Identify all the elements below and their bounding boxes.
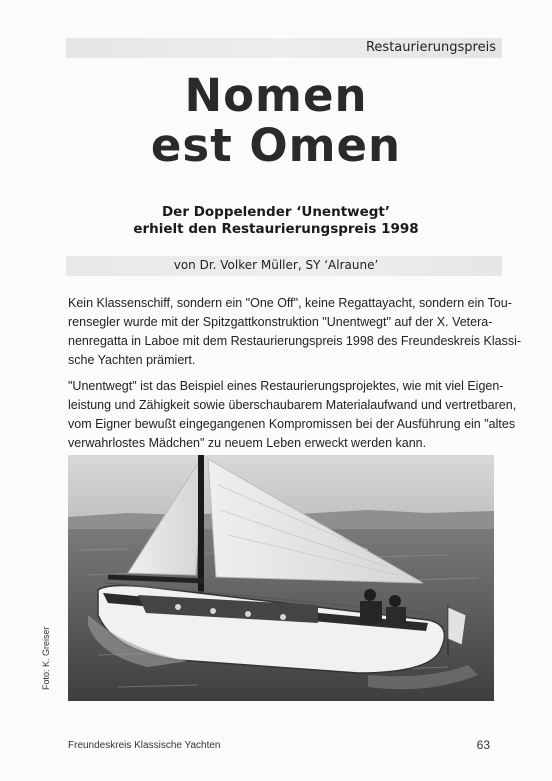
paragraph-2-line-1: "Unentwegt" ist das Beispiel eines Restaurierungsprojektes, wie mit viel Eigen- xyxy=(68,379,504,393)
headline-line-1: Nomen xyxy=(184,69,368,122)
footer-publication: Freundeskreis Klassische Yachten xyxy=(68,740,221,751)
headline-line-2: est Omen xyxy=(150,119,402,172)
paragraph-1-line-2: rensegler wurde mit der Spitzgattkonstruktion "Unentwegt" auf der X. Vetera- xyxy=(68,315,493,329)
page-number: 63 xyxy=(476,738,490,752)
paragraph-2-line-3: vom Eigner bewußt eingegangenen Kompromissen bei der Ausführung ein "altes xyxy=(68,417,516,431)
byline: von Dr. Volker Müller, SY ‘Alraune’ xyxy=(173,258,379,272)
section-label: Restaurierungspreis xyxy=(365,40,496,55)
paragraph-1-line-1: Kein Klassenschiff, sondern ein "One Off", keine Regattayacht, sondern ein Tou- xyxy=(68,296,512,310)
paragraph-1-line-4: sche Yachten prämiert. xyxy=(68,353,196,367)
paragraph-2-line-4: verwahrlostes Mädchen" zu neuem Leben erweckt werden kann. xyxy=(68,436,427,450)
yacht-photo xyxy=(68,455,494,701)
paragraph-2-line-2: leistung und Zähigkeit sowie überschaubarem Materialaufwand und vertretbaren, xyxy=(68,398,517,412)
paragraph-1-line-3: nenregatta in Laboe mit dem Restaurierungspreis 1998 des Freundeskreis Klassi- xyxy=(68,334,522,348)
subheadline-line-2: erhielt den Restaurierungspreis 1998 xyxy=(133,221,419,237)
subheadline-line-1: Der Doppelender ‘Unentwegt’ xyxy=(161,204,391,220)
photo-credit: Foto: K. Greiser xyxy=(41,626,51,690)
